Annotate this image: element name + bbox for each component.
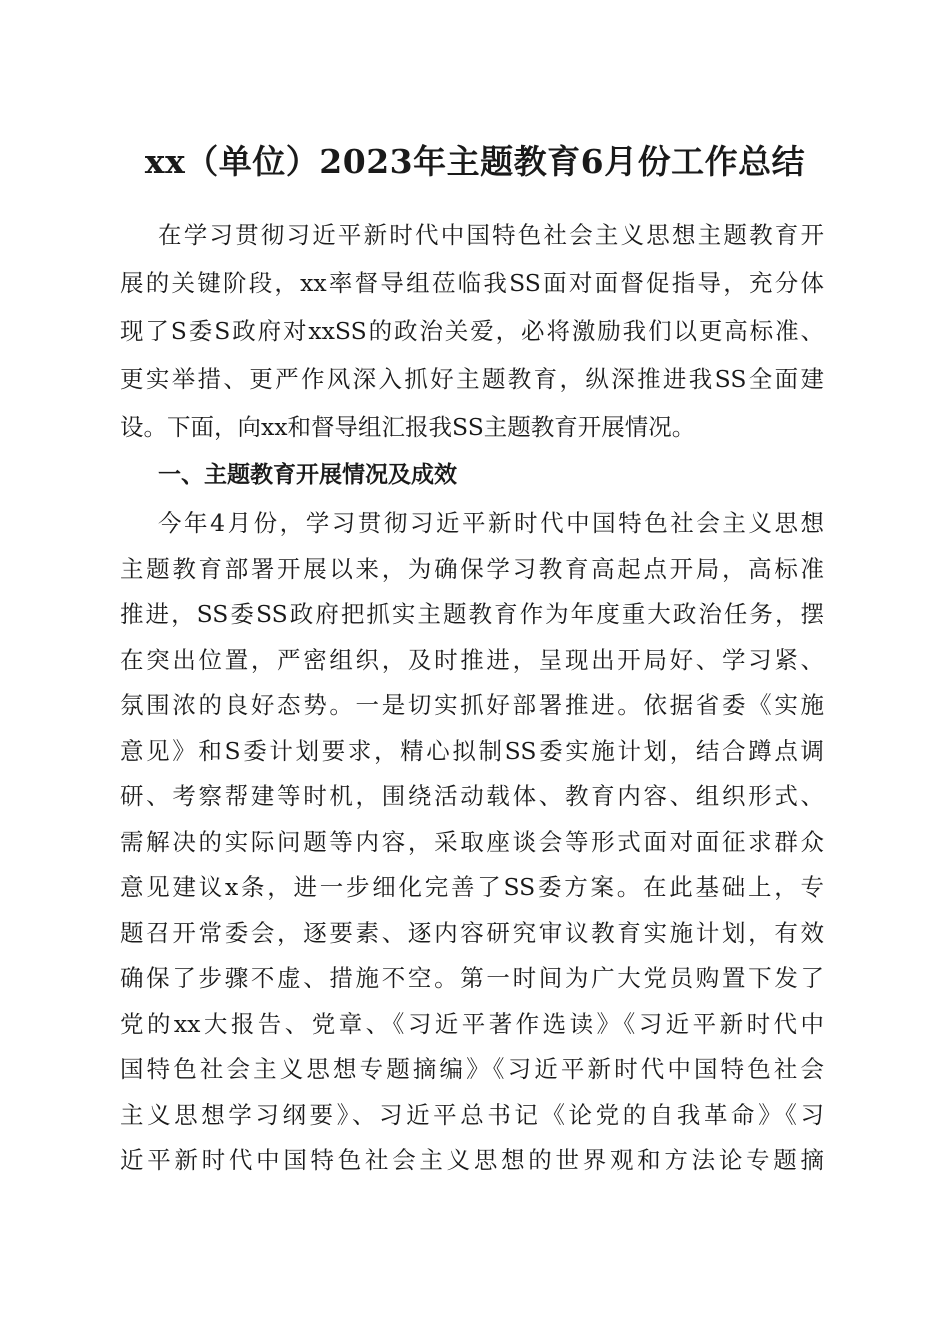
body-line: 推进，SS委SS政府把抓实主题教育作为年度重大政治任务，摆: [120, 600, 824, 628]
body-line: 今年4月份，学习贯彻习近平新时代中国特色社会主义思想: [158, 509, 824, 537]
body-line: 在突出位置，严密组织，及时推进，呈现出开局好、学习紧、: [120, 646, 824, 674]
intro-line: 展的关键阶段，xx率督导组莅临我SS面对面督促指导，充分体: [120, 269, 824, 297]
body-line: 近平新时代中国特色社会主义思想的世界观和方法论专题摘: [120, 1146, 824, 1174]
body-line: 党的xx大报告、党章、《习近平著作选读》《习近平新时代中: [120, 1010, 824, 1038]
body-line: 主题教育部署开展以来，为确保学习教育高起点开局，高标准: [120, 555, 824, 583]
intro-line: 设。下面，向xx和督导组汇报我SS主题教育开展情况。: [120, 413, 696, 441]
body-line: 氛围浓的良好态势。一是切实抓好部署推进。依据省委《实施: [120, 691, 824, 719]
body-line: 意见》和S委计划要求，精心拟制SS委实施计划，结合蹲点调: [120, 737, 824, 765]
body-line: 需解决的实际问题等内容，采取座谈会等形式面对面征求群众: [120, 828, 824, 856]
body-line: 意见建议x条，进一步细化完善了SS委方案。在此基础上，专: [120, 873, 824, 901]
intro-line: 在学习贯彻习近平新时代中国特色社会主义思想主题教育开: [158, 221, 824, 249]
document-title: xx（单位）2023年主题教育6月份工作总结: [144, 142, 806, 181]
intro-line: 现了S委S政府对xxSS的政治关爱，必将激励我们以更高标准、: [120, 317, 824, 345]
body-line: 研、考察帮建等时机，围绕活动载体、教育内容、组织形式、: [120, 782, 824, 810]
section-heading: 一、主题教育开展情况及成效: [158, 462, 457, 488]
body-line: 题召开常委会，逐要素、逐内容研究审议教育实施计划，有效: [120, 919, 824, 947]
body-line: 国特色社会主义思想专题摘编》《习近平新时代中国特色社会: [120, 1055, 824, 1083]
body-line: 确保了步骤不虚、措施不空。第一时间为广大党员购置下发了: [120, 964, 824, 992]
body-line: 主义思想学习纲要》、习近平总书记《论党的自我革命》《习: [120, 1101, 824, 1129]
intro-line: 更实举措、更严作风深入抓好主题教育，纵深推进我SS全面建: [120, 365, 824, 393]
